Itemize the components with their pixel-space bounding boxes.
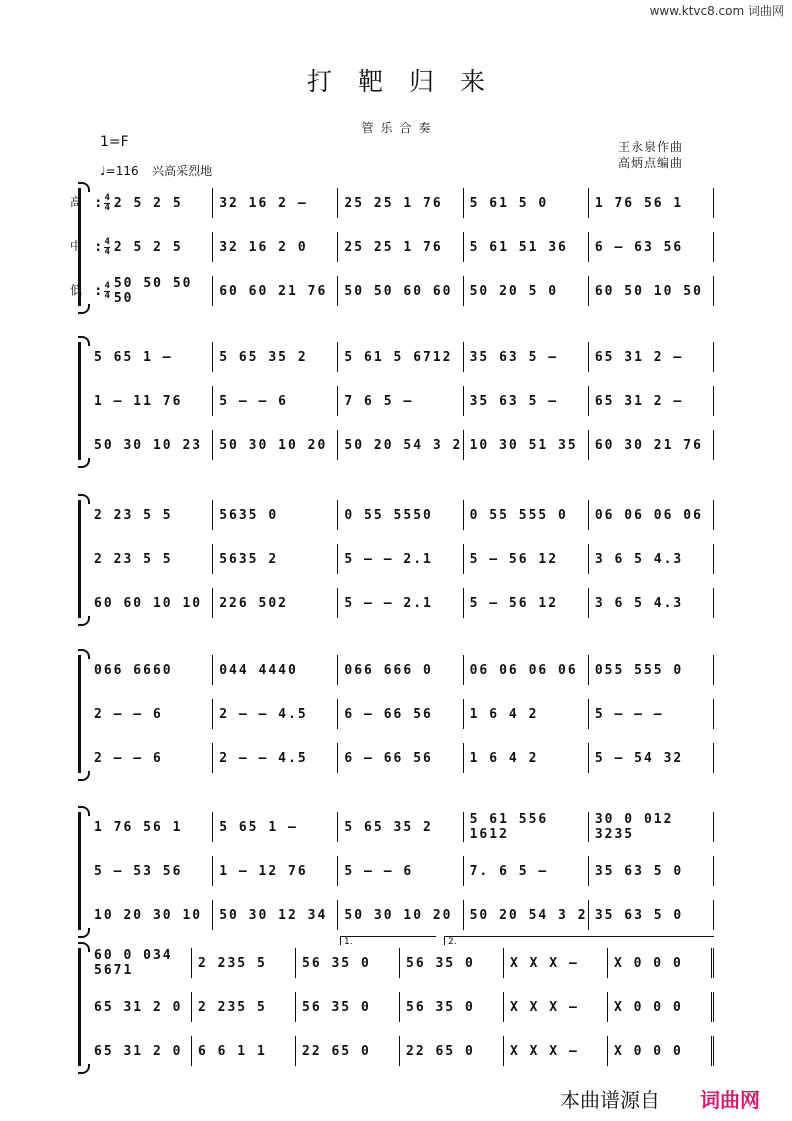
measure: [338, 900, 463, 930]
score-row: [70, 232, 714, 262]
measure: [88, 386, 213, 416]
measure: [400, 992, 504, 1022]
measure: [504, 948, 608, 978]
measure-row: [88, 1036, 714, 1066]
measure: [192, 948, 296, 978]
measure: [88, 655, 213, 685]
system-bracket: [78, 342, 81, 460]
measure: [213, 276, 338, 306]
measure: [589, 188, 714, 218]
measure: [464, 812, 589, 842]
measure-notes: 5 65 1 –: [219, 819, 298, 835]
measure-notes: 6 6 1 1: [198, 1043, 267, 1059]
measure-notes: 1 6 4 2: [469, 706, 539, 722]
measure: [464, 386, 589, 416]
page-title: 打靶归来: [306, 67, 511, 96]
measure-notes: 06 06 06 06: [594, 507, 703, 523]
measure-notes: 5635 2: [219, 551, 279, 567]
measure-notes: 2 – – 4.5: [219, 706, 308, 722]
measure-notes: 56 35 0: [302, 955, 371, 971]
measure: [88, 1036, 192, 1066]
measure-notes: 60 30 21 76: [594, 437, 703, 453]
measure-row: [88, 812, 714, 842]
measure: [589, 655, 714, 685]
measure-notes: 2 5 2 5: [113, 195, 183, 211]
measure-notes: 226 502: [219, 595, 288, 611]
measure: [88, 992, 192, 1022]
measure-notes: 22 65 0: [302, 1043, 371, 1059]
score-system: [78, 937, 714, 1066]
measure-notes: 3 6 5 4.3: [594, 551, 684, 567]
measure: [338, 430, 463, 460]
measure: [504, 1036, 608, 1066]
measure-notes: 25 25 1 76: [344, 195, 443, 211]
measure: [338, 856, 463, 886]
repeat-sign: :: [94, 283, 103, 299]
measure: [88, 812, 213, 842]
measure-notes: 2 235 5: [198, 999, 267, 1015]
measure: [88, 699, 213, 729]
measure-notes: 10 30 51 35: [469, 437, 578, 453]
measure: [338, 188, 463, 218]
part-label: 低: [70, 283, 83, 297]
measure: [464, 588, 589, 618]
time-signature: [104, 194, 109, 213]
measure: [338, 812, 463, 842]
measure: [464, 699, 589, 729]
tempo-marking: [100, 162, 212, 179]
measure: [213, 655, 338, 685]
measure-notes: X X X –: [510, 955, 579, 971]
measure-notes: 0 55 555 0: [469, 507, 568, 523]
measure-notes: 5 61 51 36: [469, 239, 568, 255]
score-system: [78, 500, 714, 618]
measure-notes: X 0 0 0: [614, 955, 683, 971]
measure-notes: 7. 6 5 –: [469, 863, 549, 879]
measure-row: [88, 992, 714, 1022]
measure: [338, 232, 463, 262]
measure: [213, 812, 338, 842]
score-row: [88, 430, 714, 460]
measure: [192, 992, 296, 1022]
measure: [213, 342, 338, 372]
measure: [464, 856, 589, 886]
measure: [400, 948, 504, 978]
measure-notes: 2 – – 6: [94, 706, 163, 722]
measure-notes: 6 – 63 56: [594, 239, 684, 255]
composer-credit: 王永泉作曲: [618, 140, 684, 154]
measure-row: [88, 500, 714, 530]
measure: [464, 430, 589, 460]
measure: [464, 500, 589, 530]
measure: [88, 856, 213, 886]
measure-notes: X 0 0 0: [614, 1043, 683, 1059]
measure-row: [88, 655, 714, 685]
score-system: [78, 812, 714, 930]
measure-row: [88, 900, 714, 930]
measure: [213, 900, 338, 930]
measure-notes: 2 5 2 5: [113, 239, 183, 255]
measure-notes: 5635 0: [219, 507, 279, 523]
time-signature-denominator: 4: [104, 246, 110, 257]
measure-row: [88, 743, 714, 773]
measure-notes: 6 – 66 56: [344, 706, 433, 722]
measure: [88, 430, 213, 460]
measure-notes: 3 6 5 4.3: [594, 595, 684, 611]
score-row: [88, 699, 714, 729]
measure: [338, 655, 463, 685]
measure-notes: 35 63 5 –: [469, 349, 559, 365]
score-row: [88, 1036, 714, 1066]
measure: [464, 544, 589, 574]
measure: [338, 342, 463, 372]
measure-notes: 066 6660: [94, 662, 173, 678]
measure: [213, 386, 338, 416]
time-signature-denominator: 4: [104, 290, 110, 301]
measure: [213, 588, 338, 618]
measure: [608, 948, 714, 978]
system-bracket: [78, 948, 81, 1066]
repeat-sign: :: [94, 195, 103, 211]
measure: [88, 588, 213, 618]
measure: [213, 500, 338, 530]
score-row: [88, 386, 714, 416]
measure-row: [88, 544, 714, 574]
measure: [589, 500, 714, 530]
part-label: 中: [70, 239, 83, 253]
measure: [464, 188, 589, 218]
measure-notes: 1 – 11 76: [94, 393, 183, 409]
measure-notes: 65 31 2 0: [94, 999, 183, 1015]
measure-notes: 65 31 2 –: [594, 393, 684, 409]
score-row: [88, 342, 714, 372]
measure-notes: 06 06 06 06: [469, 662, 578, 678]
score-row: [88, 588, 714, 618]
score-row: [70, 276, 714, 306]
measure-notes: 7 6 5 –: [344, 393, 414, 409]
measure-notes: 5 65 1 –: [94, 349, 173, 365]
measure-notes: 5 – 53 56: [94, 863, 183, 879]
measure-notes: 5 61 5 6712: [344, 349, 453, 365]
measure: [589, 588, 714, 618]
measure-notes: 5 – 54 32: [594, 750, 684, 766]
measure: [192, 1036, 296, 1066]
score-row: [88, 743, 714, 773]
score-row: [88, 655, 714, 685]
measure-notes: 56 35 0: [406, 999, 475, 1015]
measure: [464, 655, 589, 685]
measure-notes: 50 30 10 20: [219, 437, 328, 453]
measure: [589, 430, 714, 460]
measure: [338, 500, 463, 530]
site-watermark: www.ktvc8.com 词曲网: [649, 4, 784, 18]
measure-notes: 2 – – 4.5: [219, 750, 308, 766]
measure-row: [88, 430, 714, 460]
measure-notes: 50 20 54 3 2: [344, 437, 463, 453]
measure: [589, 900, 714, 930]
measure-row: [88, 276, 714, 306]
measure-notes: 055 555 0: [594, 662, 684, 678]
score-system: [78, 655, 714, 773]
measure: [464, 232, 589, 262]
measure-notes: 35 63 5 –: [469, 393, 559, 409]
measure-notes: 50 30 10 20: [344, 907, 453, 923]
measure-notes: 65 31 2 0: [94, 1043, 183, 1059]
score-row: [88, 812, 714, 842]
measure-notes: 5 – – 2.1: [344, 551, 433, 567]
measure: [338, 386, 463, 416]
measure-notes: 35 63 5 0: [594, 907, 684, 923]
measure-notes: 5 65 35 2: [344, 819, 433, 835]
measure-notes: 5 – 56 12: [469, 551, 559, 567]
measure-row: [88, 699, 714, 729]
measure: [88, 743, 213, 773]
measure: [213, 232, 338, 262]
footer-brand: 词曲网: [700, 1088, 760, 1112]
measure-notes: 60 60 21 76: [219, 283, 328, 299]
measure: [464, 900, 589, 930]
measure-notes: 30 0 012 3235: [594, 812, 674, 842]
measure-notes: 2 23 5 5: [94, 551, 173, 567]
arranger-credit: 高炳点编曲: [618, 156, 684, 170]
measure: [88, 948, 192, 978]
measure: [213, 856, 338, 886]
measure-notes: 1 76 56 1: [594, 195, 684, 211]
measure-notes: 60 0 034 5671: [94, 948, 173, 978]
measure-row: [88, 188, 714, 218]
time-signature: [104, 282, 109, 301]
time-signature: [104, 238, 109, 257]
measure: [338, 276, 463, 306]
measure-notes: X X X –: [510, 999, 579, 1015]
score-row: [88, 856, 714, 886]
measure: [88, 232, 213, 262]
measure: [608, 992, 714, 1022]
measure-notes: 50 30 12 34: [219, 907, 328, 923]
time-signature-denominator: 4: [104, 202, 110, 213]
page-subtitle: 管乐合奏: [361, 121, 438, 135]
measure: [589, 812, 714, 842]
score-row: [88, 992, 714, 1022]
measure-notes: 5 61 5 0: [469, 195, 549, 211]
measure: [400, 1036, 504, 1066]
measure-notes: 5 – – 6: [344, 863, 414, 879]
measure: [589, 544, 714, 574]
measure-notes: 50 30 10 23: [94, 437, 203, 453]
measure-row: [88, 948, 714, 978]
measure-row: [88, 232, 714, 262]
measure-notes: 1 – 12 76: [219, 863, 308, 879]
measure-notes: 044 4440: [219, 662, 298, 678]
measure: [338, 699, 463, 729]
measure-notes: 0 55 5550: [344, 507, 433, 523]
measure: [464, 743, 589, 773]
measure: [589, 276, 714, 306]
measure-notes: 5 – – 2.1: [344, 595, 433, 611]
measure: [608, 1036, 714, 1066]
tempo-mark: ♩=116: [100, 164, 139, 178]
measure: [213, 699, 338, 729]
repeat-sign: :: [94, 239, 103, 255]
score-system: [78, 342, 714, 460]
measure: [338, 588, 463, 618]
measure: [589, 342, 714, 372]
measure-notes: 2 23 5 5: [94, 507, 173, 523]
measure-notes: 1 76 56 1: [94, 819, 183, 835]
score-row: [88, 500, 714, 530]
measure-notes: 56 35 0: [302, 999, 371, 1015]
measure: [589, 699, 714, 729]
measure-notes: 10 20 30 10: [94, 907, 203, 923]
measure: [464, 276, 589, 306]
system-bracket: [78, 812, 81, 930]
measure-notes: 50 50 60 60: [344, 283, 453, 299]
measure: [213, 743, 338, 773]
measure-notes: 2 235 5: [198, 955, 267, 971]
measure-row: [88, 342, 714, 372]
measure-notes: 5 – – 6: [219, 393, 288, 409]
measure: [88, 900, 213, 930]
measure-notes: 32 16 2 0: [219, 239, 308, 255]
measure: [88, 188, 213, 218]
measure-notes: 2 – – 6: [94, 750, 163, 766]
measure-notes: X 0 0 0: [614, 999, 683, 1015]
measure-notes: 65 31 2 –: [594, 349, 684, 365]
system-bracket: [78, 655, 81, 773]
measure-row: [88, 588, 714, 618]
measure-row: [88, 856, 714, 886]
measure: [213, 188, 338, 218]
measure: [213, 544, 338, 574]
measure: [88, 544, 213, 574]
measure: [338, 544, 463, 574]
time-signature-numerator: 4: [104, 280, 110, 291]
measure-notes: 22 65 0: [406, 1043, 475, 1059]
measure-notes: 50 20 54 3 2: [469, 907, 588, 923]
measure-notes: 25 25 1 76: [344, 239, 443, 255]
measure: [338, 743, 463, 773]
tempo-word: 兴高采烈地: [152, 164, 213, 178]
measure-notes: 066 666 0: [344, 662, 433, 678]
score-system: [70, 188, 714, 306]
measure: [88, 276, 213, 306]
footer-source: 本曲谱源自: [560, 1088, 660, 1112]
measure-notes: 50 50 50 50: [113, 276, 193, 306]
part-label: 高: [70, 195, 83, 209]
measure: [589, 743, 714, 773]
measure: [88, 500, 213, 530]
measure-notes: 5 61 556 1612: [469, 812, 549, 842]
measure-notes: 6 – 66 56: [344, 750, 433, 766]
measure: [296, 948, 400, 978]
measure: [88, 342, 213, 372]
score-row: [70, 188, 714, 218]
measure: [589, 856, 714, 886]
measure-notes: 32 16 2 –: [219, 195, 308, 211]
score-row: [88, 900, 714, 930]
measure: [296, 992, 400, 1022]
measure-notes: 5 – – –: [594, 706, 664, 722]
system-bracket: [78, 500, 81, 618]
measure-notes: 60 60 10 10: [94, 595, 203, 611]
measure: [296, 1036, 400, 1066]
measure: [589, 386, 714, 416]
measure: [504, 992, 608, 1022]
measure-notes: 1 6 4 2: [469, 750, 539, 766]
measure-notes: 5 – 56 12: [469, 595, 559, 611]
key-signature: 1=F: [100, 134, 129, 150]
measure-notes: 56 35 0: [406, 955, 475, 971]
time-signature-numerator: 4: [104, 192, 110, 203]
measure-notes: 5 65 35 2: [219, 349, 308, 365]
measure: [213, 430, 338, 460]
volta-second: 2.: [444, 936, 714, 945]
score-row: [88, 948, 714, 978]
measure-notes: 60 50 10 50: [594, 283, 703, 299]
volta-first: 1.: [340, 936, 436, 945]
measure: [464, 342, 589, 372]
score-row: [88, 544, 714, 574]
measure-notes: 35 63 5 0: [594, 863, 684, 879]
measure-notes: 50 20 5 0: [469, 283, 559, 299]
measure: [589, 232, 714, 262]
measure-notes: X X X –: [510, 1043, 579, 1059]
time-signature-numerator: 4: [104, 236, 110, 247]
measure-row: [88, 386, 714, 416]
